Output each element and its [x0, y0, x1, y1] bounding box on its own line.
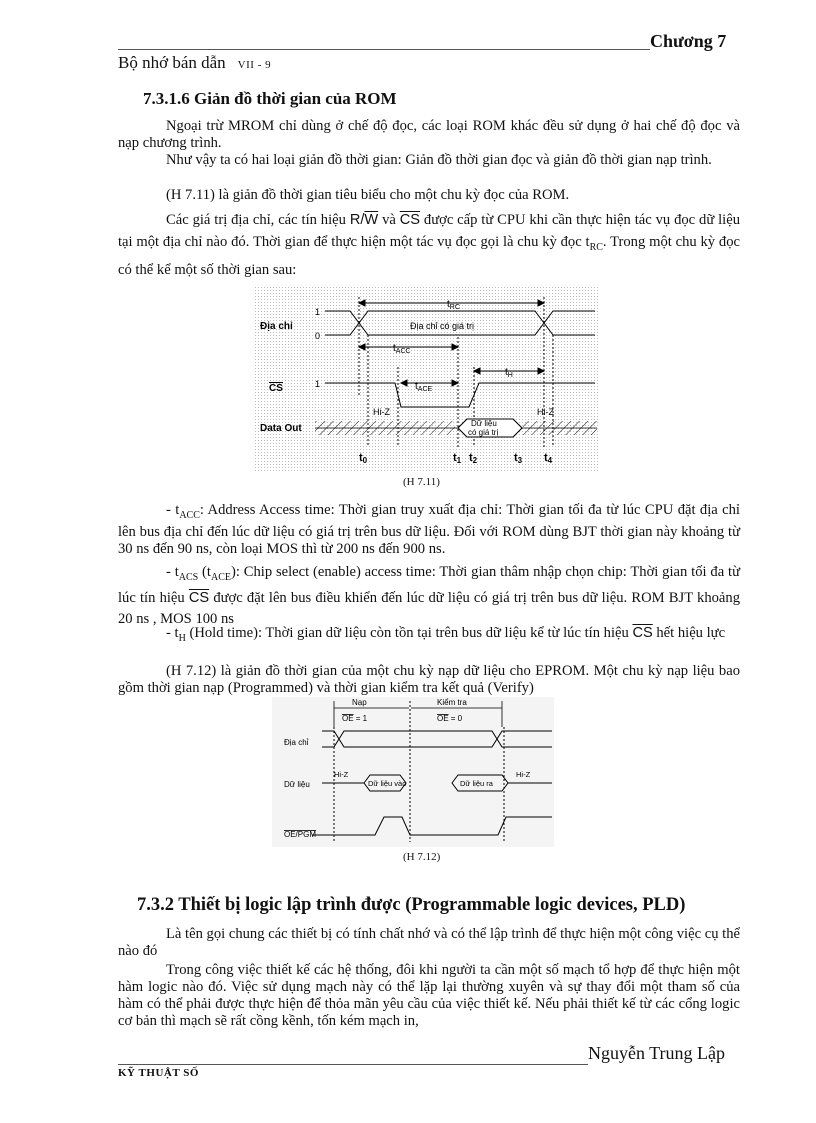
chapter-label: Chương 7 [650, 31, 727, 51]
paragraph-pld-1: Là tên gọi chung các thiết bị có tính chất nhớ và có thể lập trình để thực hiện một công việc cụ thể nào đó [118, 926, 740, 959]
paragraph-2 [118, 152, 740, 169]
paragraph-h712: (H 7.12) là giản đồ thời gian của một chu kỳ nạp dữ liệu cho EPROM. Một chu kỳ nạp liệu bao gồm thời gian nạp (Programmed) và thời gian kiểm tra kết quả (Verify) [118, 663, 740, 696]
fig711-t4: t4 [544, 452, 553, 465]
paragraph-1-text: Ngoại trừ MROM chỉ dùng ở chế độ đọc, các loại ROM khác đều sử dụng ở hai chế độ đọc và nạp chương trình. [118, 118, 740, 151]
def-th: - $t_H$ (Hold time): Thời gian dữ liệu còn tồn tại trên bus dữ liệu kể từ lúc tín hiệu $\overline{CS}$ hết hiệu lực [166, 625, 726, 644]
fig711-caption: (H 7.11) [403, 476, 440, 488]
header-rule [118, 49, 650, 50]
def-tacs: - $t_{ACS}$ $(t_{ACE})$: Chip select (enable) access time: Thời gian thâm nhập chọn chip: Thời gian tối đa từ lúc tín hiệu $\overline{CS}$ được đặt lên bus điều khiển đến lúc dữ liệu có giá trị trên bus dữ liệu. ROM BJT khoảng 20 ns , MOS 100 ns [118, 564, 740, 627]
fig711-level-1: 1 [315, 307, 321, 317]
p4-d: . Trong một chu kỳ đọc có thể kể một số thời gian sau: [118, 234, 740, 278]
timing-diagram-711 [255, 287, 599, 472]
p4-c: được cấp từ CPU khi cần thực hiện tác vụ đọc dữ liệu tại một địa chỉ nào đó. Thời gian để thực hiện một tác vụ đọc gọi là chu kỳ đọc t [118, 212, 741, 250]
fig711-background [255, 287, 599, 472]
p4-w-bar: $\overline{W}$ [364, 212, 379, 228]
subject-title [118, 53, 271, 73]
fig712-label-oe: OE/PGM [284, 830, 317, 839]
fig712-label-data: Dữ liệu [284, 780, 310, 789]
p4-sub: RC [589, 241, 603, 253]
fig712-oe1: OE = 1 [342, 714, 368, 723]
fig711-level-0: 0 [315, 331, 321, 341]
p4-cs-bar: $\overline{CS}$ [399, 212, 421, 228]
fig711-hiz2: Hi-Z [537, 407, 554, 417]
subject-text: Bộ nhớ bán dẫn [118, 53, 226, 72]
fig711-data-valid-2: có giá trị [468, 428, 499, 437]
fig711-t3: t3 [514, 452, 523, 465]
paragraph-2-text: Như vậy ta có hai loại giản đồ thời gian: Giản đồ thời gian đọc và giản đồ thời gian nạp trình. [166, 152, 712, 168]
timing-diagram-712 [272, 697, 554, 847]
p4-a: Các giá trị địa chỉ, các tín hiệu [166, 212, 350, 228]
fig712-data-in: Dữ liệu vào [368, 779, 407, 788]
section-heading-732: 7.3.2 Thiết bị logic lập trình được (Programmable logic devices, PLD) [137, 895, 686, 915]
fig711-tacc-label: $t_{ACC}$ [393, 343, 411, 355]
paragraph-3 [118, 187, 740, 204]
fig712-background [272, 697, 554, 847]
paragraph-pld-2: Trong công việc thiết kế các hệ thống, đôi khi người ta cần một số mạch tổ hợp để thực hiện một hàm logic nào đó. Việc sử dụng mạch này có thể lặp lại thường xuyên và sự thay đổi một tham số của hàm có thể phải được thực hiện để thỏa mãn yêu cầu của việc thiết kế. Nếu phải thiết kế từ các cổng logic cơ bản thì mạch sẽ rất cồng kềnh, tốn kém mạch in, [118, 962, 740, 1029]
fig711-t1: t1 [453, 452, 462, 465]
fig711-th-label: $t_H$ [505, 367, 513, 379]
paragraph-4 [118, 209, 740, 281]
fig712-label-address: Địa chỉ [284, 738, 309, 747]
fig711-t0: t0 [359, 452, 368, 465]
author-name: Nguyễn Trung Lập [588, 1043, 726, 1063]
fig711-trc-label: $t_{RC}$ [447, 299, 460, 311]
fig712-hiz2: Hi-Z [516, 770, 531, 779]
footer-rule [118, 1064, 588, 1065]
def-tacs-cs-bar: $\overline{CS}$ [188, 589, 210, 606]
fig711-address-valid: Địa chỉ có giá trị [410, 321, 475, 331]
course-title: KỸ THUẬT SỐ [118, 1067, 199, 1079]
fig712-oe0: OE = 0 [437, 714, 463, 723]
p4-b: và [378, 212, 400, 228]
def-tacc: - $t_{ACC}$: Address Access time: Thời gian truy xuất địa chỉ: Thời gian tối đa từ lúc CPU đặt địa chỉ lên bus địa chỉ đến lúc dữ liệu có giá trị trên bus dữ liệu. Đối với ROM dùng BJT thời gian này khoảng từ 30 ns đến 90 ns, còn loại MOS thì từ 200 ns đến 900 ns. [118, 502, 740, 557]
fig711-label-cs: CS [269, 383, 283, 394]
paragraph-1 [118, 118, 740, 152]
fig712-data-out: Dữ liệu ra [460, 779, 493, 788]
section-heading-7316: 7.3.1.6 Giản đồ thời gian của ROM [143, 89, 397, 108]
fig711-t2: t2 [469, 452, 478, 465]
fig712-nap: Nạp [352, 698, 367, 707]
fig712-hiz1: Hi-Z [334, 770, 349, 779]
fig711-data-valid-1: Dữ liệu [471, 419, 497, 428]
fig711-tace-label: $t_{ACE}$ [415, 381, 433, 393]
fig712-caption: (H 7.12) [403, 851, 441, 863]
fig711-label-address: Địa chỉ [260, 321, 293, 332]
fig711-hiz1: Hi-Z [373, 407, 390, 417]
p4-r: R/ [349, 212, 365, 228]
page-number: VII - 9 [237, 59, 272, 71]
fig712-kiemtra: Kiểm tra [437, 698, 467, 707]
fig711-cs-level-1: 1 [315, 379, 321, 389]
paragraph-3-text: (H 7.11) là giản đồ thời gian tiêu biểu cho một chu kỳ đọc của ROM. [166, 187, 570, 203]
def-th-cs-bar: $\overline{CS}$ [632, 625, 653, 641]
fig711-label-dataout: Data Out [260, 423, 302, 434]
